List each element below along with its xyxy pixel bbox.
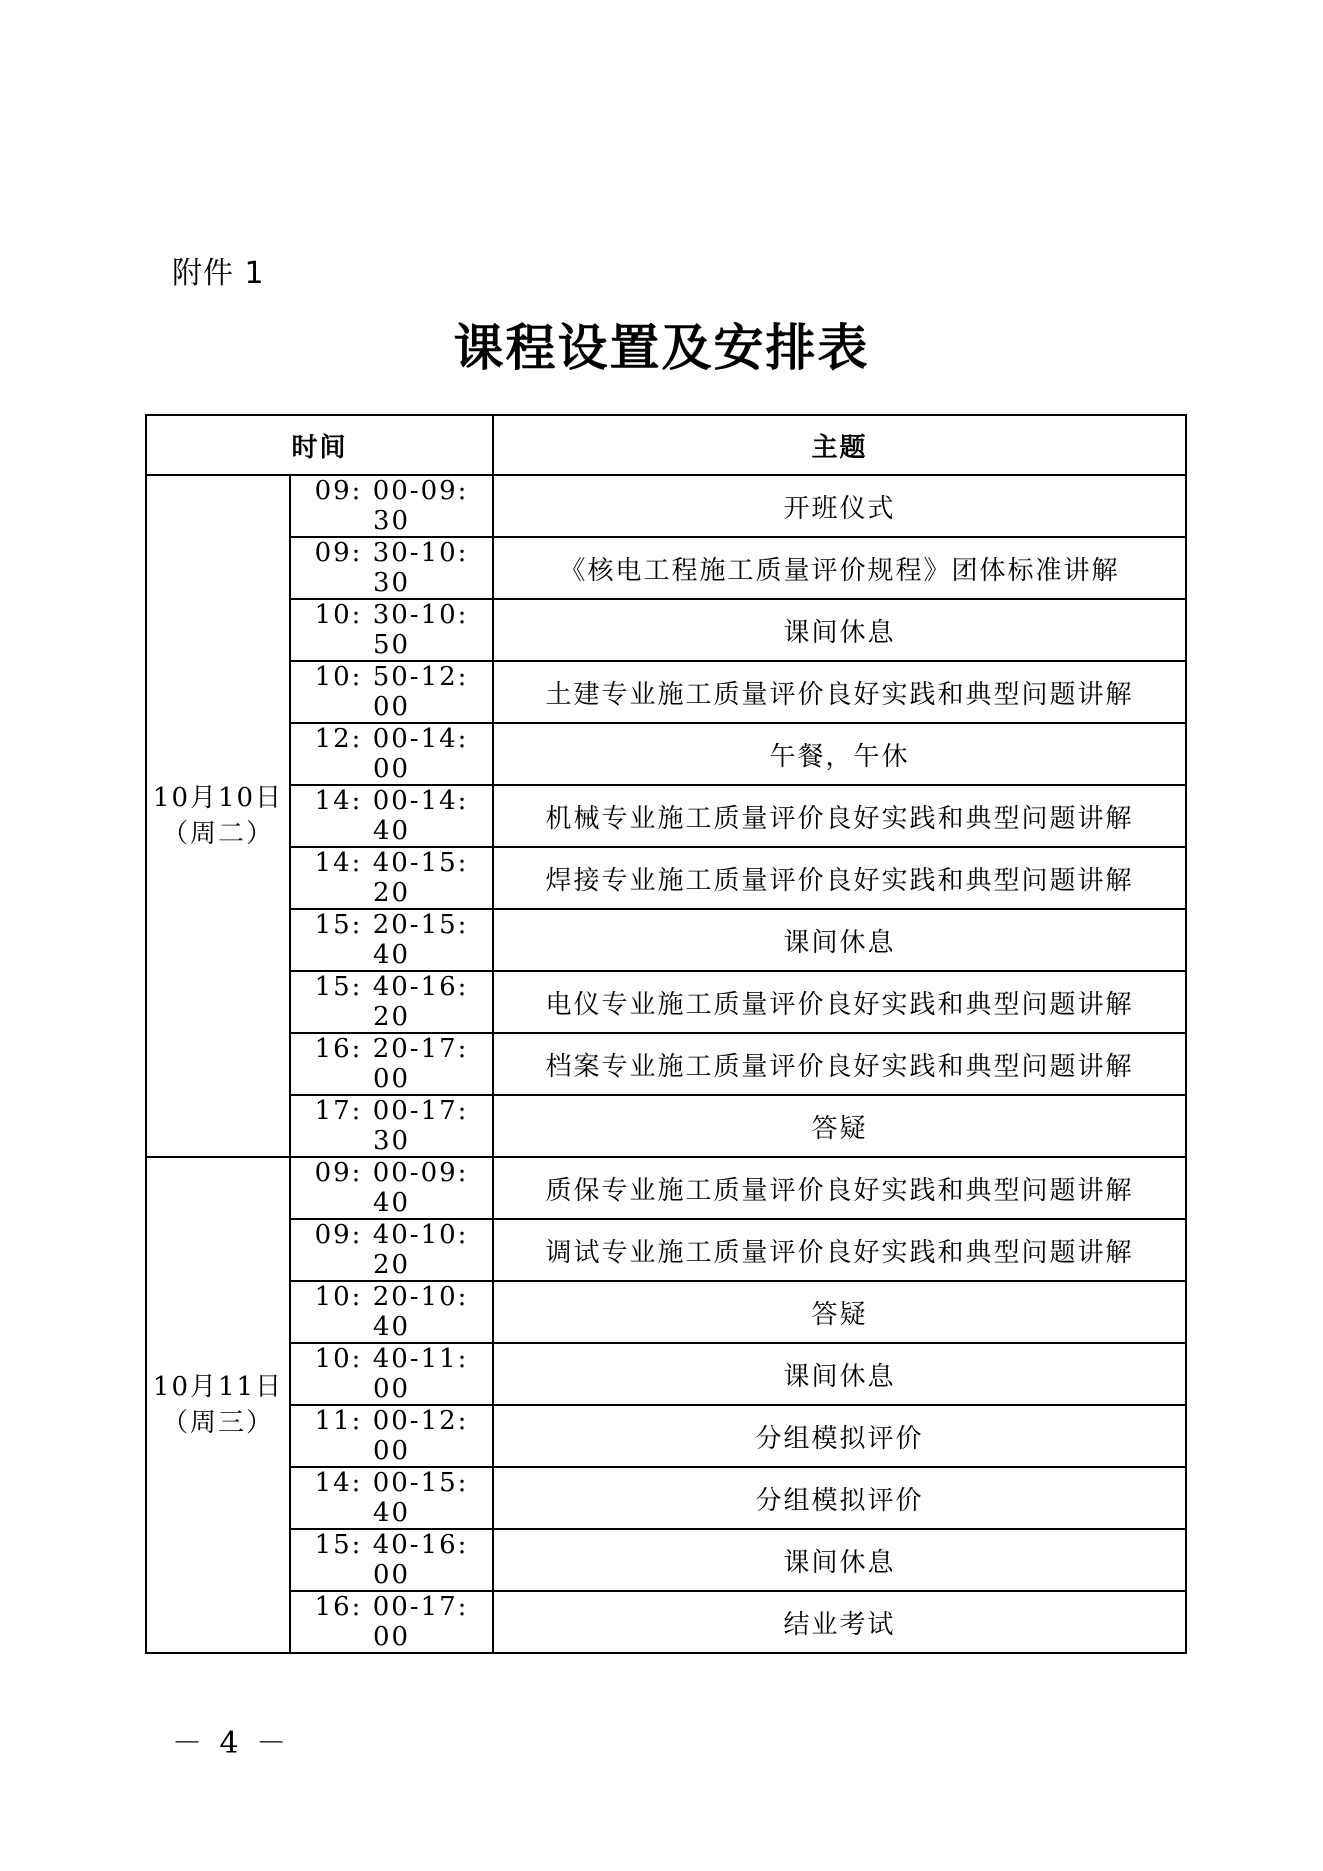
session-time: 10: 30-10: 50 bbox=[290, 599, 493, 661]
table-row bbox=[146, 1033, 1186, 1095]
document-title: 课程设置及安排表 bbox=[453, 318, 870, 377]
table-row bbox=[146, 1467, 1186, 1529]
session-time: 14: 00-14: 40 bbox=[290, 785, 493, 847]
table-row bbox=[146, 723, 1186, 785]
day-weekday: （周三） bbox=[161, 1408, 274, 1438]
table-row bbox=[146, 599, 1186, 661]
session-topic: 机械专业施工质量评价良好实践和典型问题讲解 bbox=[493, 785, 1186, 847]
schedule-body bbox=[146, 475, 1186, 1653]
session-topic: 午餐，午休 bbox=[493, 723, 1186, 785]
session-topic: 课间休息 bbox=[493, 1343, 1186, 1405]
session-time: 12: 00-14: 00 bbox=[290, 723, 493, 785]
table-row bbox=[146, 847, 1186, 909]
session-time: 17: 00-17: 30 bbox=[290, 1095, 493, 1157]
table-row bbox=[146, 537, 1186, 599]
day-weekday: （周二） bbox=[161, 819, 274, 849]
session-time: 10: 50-12: 00 bbox=[290, 661, 493, 723]
session-time: 11: 00-12: 00 bbox=[290, 1405, 493, 1467]
attachment-label: 附件 1 bbox=[172, 256, 265, 291]
session-topic: 课间休息 bbox=[493, 909, 1186, 971]
schedule-table bbox=[145, 414, 1187, 1654]
session-time: 15: 40-16: 20 bbox=[290, 971, 493, 1033]
table-row bbox=[146, 1219, 1186, 1281]
session-topic: 分组模拟评价 bbox=[493, 1467, 1186, 1529]
session-time: 09: 00-09: 40 bbox=[290, 1157, 493, 1219]
table-row bbox=[146, 1095, 1186, 1157]
header-time: 时间 bbox=[146, 415, 493, 475]
table-row bbox=[146, 785, 1186, 847]
session-topic: 分组模拟评价 bbox=[493, 1405, 1186, 1467]
session-time: 16: 20-17: 00 bbox=[290, 1033, 493, 1095]
session-time: 09: 30-10: 30 bbox=[290, 537, 493, 599]
table-header-row bbox=[146, 415, 1186, 475]
session-time: 10: 20-10: 40 bbox=[290, 1281, 493, 1343]
session-time: 15: 20-15: 40 bbox=[290, 909, 493, 971]
table-row bbox=[146, 1281, 1186, 1343]
table-row bbox=[146, 971, 1186, 1033]
session-topic: 档案专业施工质量评价良好实践和典型问题讲解 bbox=[493, 1033, 1186, 1095]
session-time: 10: 40-11: 00 bbox=[290, 1343, 493, 1405]
session-topic: 焊接专业施工质量评价良好实践和典型问题讲解 bbox=[493, 847, 1186, 909]
session-topic: 土建专业施工质量评价良好实践和典型问题讲解 bbox=[493, 661, 1186, 723]
session-time: 09: 40-10: 20 bbox=[290, 1219, 493, 1281]
day-cell bbox=[146, 1157, 290, 1653]
session-topic: 电仪专业施工质量评价良好实践和典型问题讲解 bbox=[493, 971, 1186, 1033]
session-topic: 课间休息 bbox=[493, 599, 1186, 661]
session-topic: 开班仪式 bbox=[493, 475, 1186, 537]
session-time: 09: 00-09: 30 bbox=[290, 475, 493, 537]
session-topic: 质保专业施工质量评价良好实践和典型问题讲解 bbox=[493, 1157, 1186, 1219]
session-time: 16: 00-17: 00 bbox=[290, 1591, 493, 1653]
session-topic: 答疑 bbox=[493, 1281, 1186, 1343]
day-date: 10月10日 bbox=[152, 783, 284, 813]
day-cell bbox=[146, 475, 290, 1157]
table-row bbox=[146, 1591, 1186, 1653]
session-topic: 《核电工程施工质量评价规程》团体标准讲解 bbox=[493, 537, 1186, 599]
table-row bbox=[146, 1405, 1186, 1467]
page-number: － 4 － bbox=[172, 1726, 291, 1761]
session-topic: 调试专业施工质量评价良好实践和典型问题讲解 bbox=[493, 1219, 1186, 1281]
table-row bbox=[146, 909, 1186, 971]
session-topic: 答疑 bbox=[493, 1095, 1186, 1157]
table-row bbox=[146, 1529, 1186, 1591]
table-row bbox=[146, 1343, 1186, 1405]
session-topic: 结业考试 bbox=[493, 1591, 1186, 1653]
session-topic: 课间休息 bbox=[493, 1529, 1186, 1591]
table-row bbox=[146, 1157, 1186, 1219]
table-row bbox=[146, 661, 1186, 723]
session-time: 14: 40-15: 20 bbox=[290, 847, 493, 909]
header-topic: 主题 bbox=[493, 415, 1186, 475]
session-time: 14: 00-15: 40 bbox=[290, 1467, 493, 1529]
session-time: 15: 40-16: 00 bbox=[290, 1529, 493, 1591]
table-row bbox=[146, 475, 1186, 537]
day-date: 10月11日 bbox=[152, 1372, 284, 1402]
